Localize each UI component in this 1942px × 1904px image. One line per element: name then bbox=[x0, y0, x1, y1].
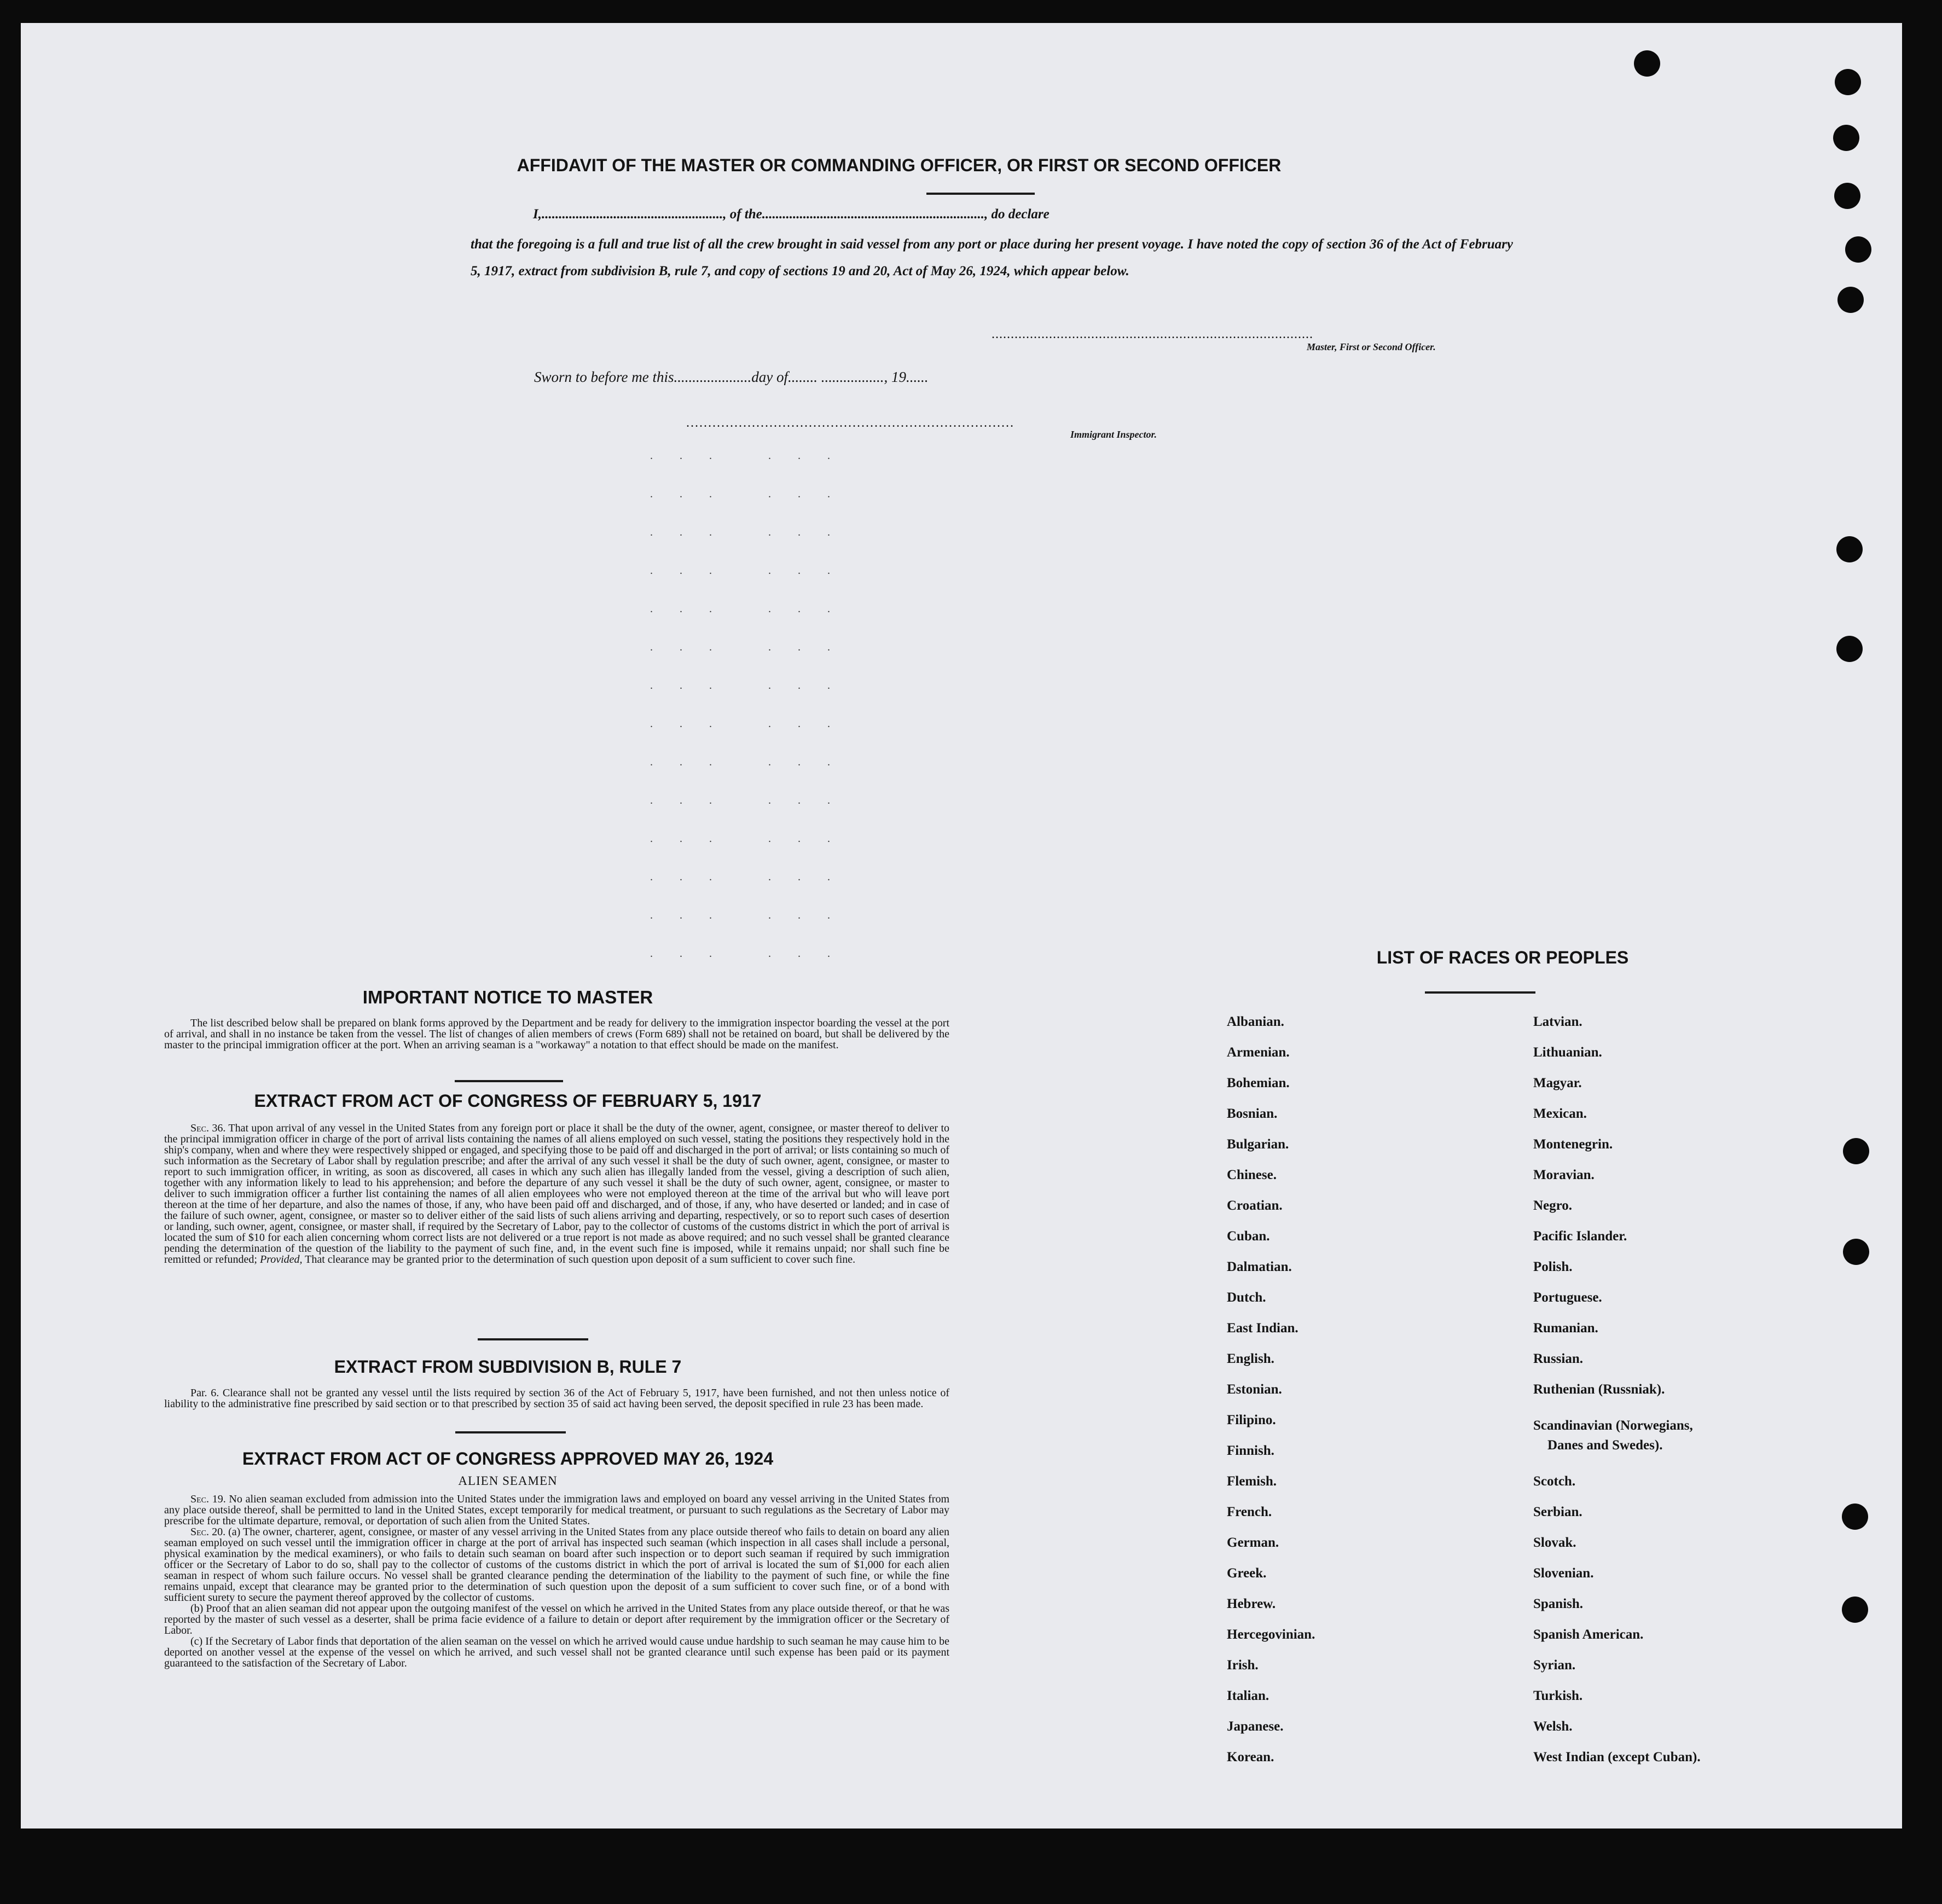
faint-column-dots: . . . . . . . . . . . . . . . . . . . . . . . . . . . . . . . . . . . . . . . . . . . . . . . . . . . . . . . . . . . . . . . . . . . . . . . . . . . . . . . . . . . . bbox=[650, 450, 842, 960]
race-item: Slovak. bbox=[1533, 1535, 1576, 1550]
race-item: Spanish American. bbox=[1533, 1627, 1644, 1642]
race-item: Estonian. bbox=[1227, 1382, 1282, 1397]
rule7-title: EXTRACT FROM SUBDIVISION B, RULE 7 bbox=[334, 1357, 682, 1377]
race-item: Bosnian. bbox=[1227, 1106, 1278, 1121]
sec-20-label: Sec. 20. bbox=[190, 1526, 226, 1538]
extract-1917-divider bbox=[478, 1338, 588, 1340]
master-signature-line: .................................................................................... bbox=[992, 327, 1313, 341]
sec-19-label: Sec. 19. bbox=[190, 1493, 226, 1505]
rule7-paragraph: Par. 6. Clearance shall not be granted any vessel until the lists required by section 36 of the Act of February 5, 1917, have been furnished, and not then unless notice of liability to the administrative fine prescribed by said section or to that prescribed by section 35 of said act having been served, the deposit specified in rule 23 has been made. bbox=[164, 1387, 949, 1410]
punch-hole bbox=[1634, 50, 1660, 77]
sec-20c-body: (c) If the Secretary of Labor finds that deportation of the alien seaman on the vessel on which he arrived would cause undue hardship to such seaman he may cause him to be deported on another vessel at the expense of the vessel on which he arrived, and such vessel shall not be granted clearance until such expense has been paid or its payment guaranteed to the satisfaction of the Secretary of Labor. bbox=[164, 1635, 949, 1669]
punch-hole bbox=[1845, 236, 1871, 263]
notice-text bbox=[164, 1018, 949, 1050]
affidavit-title: AFFIDAVIT OF THE MASTER OR COMMANDING OFFICER, OR FIRST OR SECOND OFFICER bbox=[517, 155, 1282, 175]
race-item: Ruthenian (Russniak). bbox=[1533, 1382, 1665, 1397]
race-item: Scandinavian (Norwegians, bbox=[1533, 1418, 1693, 1433]
punch-hole bbox=[1842, 1504, 1868, 1530]
race-item: Welsh. bbox=[1533, 1719, 1573, 1734]
race-item: Russian. bbox=[1533, 1351, 1584, 1366]
race-item: Lithuanian. bbox=[1533, 1045, 1602, 1060]
punch-hole bbox=[1836, 536, 1863, 562]
race-item: Bohemian. bbox=[1227, 1076, 1290, 1090]
race-item: Negro. bbox=[1533, 1198, 1573, 1213]
punch-hole bbox=[1833, 125, 1859, 151]
race-item: Turkish. bbox=[1533, 1688, 1583, 1703]
race-item: Pacific Islander. bbox=[1533, 1229, 1627, 1244]
rule7-divider bbox=[455, 1431, 566, 1433]
race-item: Mexican. bbox=[1533, 1106, 1587, 1121]
race-item: Croatian. bbox=[1227, 1198, 1283, 1213]
race-item: Polish. bbox=[1533, 1259, 1573, 1274]
punch-hole bbox=[1834, 183, 1860, 209]
affidavit-declaration-line: I,....................................................., of the................................................................., do declare bbox=[533, 207, 1050, 222]
sec-36-tail: That clearance may be granted prior to the determination of such question upon deposit of a sum sufficient to cover such fine. bbox=[305, 1253, 856, 1266]
inspector-signature-line: ........................................................................... bbox=[686, 416, 1015, 430]
race-item: Latvian. bbox=[1533, 1014, 1582, 1029]
affidavit-title-rule bbox=[926, 193, 1035, 195]
race-item: Filipino. bbox=[1227, 1413, 1276, 1427]
punch-hole bbox=[1836, 636, 1863, 662]
race-item: Magyar. bbox=[1533, 1076, 1582, 1090]
punch-hole bbox=[1843, 1239, 1869, 1265]
sec-36-label: Sec. 36. bbox=[190, 1122, 226, 1134]
punch-hole bbox=[1842, 1597, 1868, 1623]
race-item: Scotch. bbox=[1533, 1474, 1576, 1489]
race-item: Montenegrin. bbox=[1533, 1137, 1613, 1152]
inspector-caption: Immigrant Inspector. bbox=[1070, 429, 1157, 440]
extract-1917-title: EXTRACT FROM ACT OF CONGRESS OF FEBRUARY 5, 1917 bbox=[254, 1091, 762, 1111]
alien-seamen-subtitle: ALIEN SEAMEN bbox=[458, 1474, 558, 1488]
sec-19-body: No alien seaman excluded from admission into the United States under the immigration laws and employed on board any vessel arriving in the United States from any place outside thereof, shall be permitted to land in the United States, except temporarily for medical treatment, or pursuant to such regulations as the Secretary of Labor may prescribe for the ultimate departure, removal, or deportation of such alien from the United States. bbox=[164, 1493, 950, 1527]
punch-hole bbox=[1837, 287, 1864, 313]
race-item: Albanian. bbox=[1227, 1014, 1284, 1029]
race-item: East Indian. bbox=[1227, 1321, 1298, 1336]
race-item: French. bbox=[1227, 1505, 1272, 1519]
sec-20a-body: (a) The owner, charterer, agent, consignee, or master of any vessel arriving in the United States from any place outside thereof who fails to detain on board any alien seaman employed on such vessel until the immigration officer in charge at the port of arrival has inspected such seaman (which inspection in all cases shall include a personal, physical examination by the medical examiners), or who fails to detain such seaman on board after such inspection or to deport such seaman if required by such immigration officer or the Secretary of Labor to do so, shall pay to the collector of customs of the customs district in which the port of arrival is located the sum of $1,000 for each alien seaman in respect of whom such failure occurs. No vessel shall be granted clearance pending the determination of the liability to the payment of such fine, or while the fine remains unpaid, except that clearance may be granted prior to the determination of such question upon the deposit of a sum sufficient to cover such fine, or of a bond with sufficient surety to secure the payment thereof approved by the collector of customs. bbox=[164, 1526, 950, 1604]
race-item: Portuguese. bbox=[1533, 1290, 1602, 1305]
race-item: Hercegovinian. bbox=[1227, 1627, 1315, 1642]
race-item: Flemish. bbox=[1227, 1474, 1277, 1489]
race-item: West Indian (except Cuban). bbox=[1533, 1750, 1701, 1764]
affidavit-body: that the foregoing is a full and true list of all the crew brought in said vessel from any port or place during her present voyage. I have noted the copy of section 36 of the Act of February 5, 1917, extract from subdivision B, rule 7, and copy of sections 19 and 20, Act of May 26, 1924, which appear below. bbox=[471, 237, 1513, 278]
extract-1924-title: EXTRACT FROM ACT OF CONGRESS APPROVED MAY 26, 1924 bbox=[242, 1449, 774, 1468]
notice-title: IMPORTANT NOTICE TO MASTER bbox=[362, 987, 653, 1007]
race-item: German. bbox=[1227, 1535, 1279, 1550]
race-item: Irish. bbox=[1227, 1658, 1259, 1673]
extract-1917-text bbox=[164, 1123, 949, 1265]
races-title: LIST OF RACES OR PEOPLES bbox=[1376, 948, 1629, 967]
punch-hole bbox=[1835, 69, 1861, 95]
race-item: English. bbox=[1227, 1351, 1274, 1366]
race-item: Cuban. bbox=[1227, 1229, 1270, 1244]
race-item: Dutch. bbox=[1227, 1290, 1266, 1305]
race-item: Bulgarian. bbox=[1227, 1137, 1289, 1152]
race-item: Chinese. bbox=[1227, 1168, 1277, 1182]
race-item: Moravian. bbox=[1533, 1168, 1595, 1182]
notice-paragraph: The list described below shall be prepared on blank forms approved by the Department and be ready for delivery to the immigration inspector boarding the vessel at the port of arrival, and shall in no instance be taken from the vessel. The list of changes of alien members of crews (Form 689) shall not be retained on board, but shall be delivered by the master to the principal immigration officer at the port. When an arriving seaman is a "workaway" a notation to that effect should be made on the manifest. bbox=[164, 1017, 949, 1051]
sec-20b-body: (b) Proof that an alien seaman did not appear upon the outgoing manifest of the vessel on which he arrived in the United States from any place outside thereof, or that he was reported by the master of such vessel as a deserter, shall be prima facie evidence of a failure to detain or deport after requirement by the immigration officer or the Secretary of Labor. bbox=[164, 1603, 949, 1636]
race-item: Spanish. bbox=[1533, 1597, 1584, 1611]
race-item: Dalmatian. bbox=[1227, 1259, 1292, 1274]
provided-word: Provided, bbox=[259, 1253, 303, 1266]
race-item: Syrian. bbox=[1533, 1658, 1576, 1673]
rule7-text bbox=[164, 1388, 949, 1409]
race-item: Italian. bbox=[1227, 1688, 1269, 1703]
punch-hole bbox=[1843, 1138, 1869, 1164]
notice-divider bbox=[455, 1080, 563, 1082]
race-item: Rumanian. bbox=[1533, 1321, 1598, 1336]
race-item: Serbian. bbox=[1533, 1505, 1582, 1519]
race-item: Greek. bbox=[1227, 1566, 1267, 1581]
race-item: Slovenian. bbox=[1533, 1566, 1594, 1581]
race-item: Armenian. bbox=[1227, 1045, 1290, 1060]
race-item: Korean. bbox=[1227, 1750, 1274, 1764]
document-page bbox=[21, 23, 1902, 1828]
extract-1924-text bbox=[164, 1494, 949, 1669]
race-item: Hebrew. bbox=[1227, 1597, 1276, 1611]
race-item: Japanese. bbox=[1227, 1719, 1284, 1734]
sworn-line: Sworn to before me this.....................day of........ ................., 19...... bbox=[534, 369, 929, 385]
race-item: Danes and Swedes). bbox=[1547, 1438, 1663, 1453]
race-item: Finnish. bbox=[1227, 1443, 1274, 1458]
sec-36-body: That upon arrival of any vessel in the United States from any foreign port or place it shall be the duty of the owner, agent, consignee, or master thereof to deliver to the principal immigration officer in charge of the port of arrival lists containing the names of all aliens employed on such vessel, stating the positions they respectively hold in the ship's company, when and where they were respectively shipped or engaged, and specifying those to be paid off and discharged in the port of arrival; or lists containing so much of such information as the Secretary of Labor shall by regulation prescribe; and after the arrival of any such vessel it shall be the duty of such owner, agent, consignee, or master to report to such immigration officer, in writing, as soon as discovered, all cases in which any such alien has illegally landed from the vessel, giving a description of such alien, together with any information likely to lead to his apprehension; and before the departure of any such vessel it shall be the duty of such owner, agent, consignee, or master to deliver to such immigration officer a further list containing the names of all alien employees who were not employed thereon at the time of the arrival but who will leave port thereon at the time of her departure, and also the names of those, if any, who have been paid off and discharged, and of those, if any, who have deserted or landed; and in case of the failure of such owner, agent, consignee, or master so to deliver either of the said lists of such aliens arriving and departing, respectively, or so to report such cases of desertion or landing, such owner, agent, consignee, or master shall, if required by the Secretary of Labor, pay to the collector of customs of the customs district in which the port of arrival is located the sum of $10 for each alien concerning whom correct lists are not delivered or a true report is not made as above required; and no such vessel shall be granted clearance pending the determination of the question of the liability to the payment of such fine, and, in the event such fine is imposed, while it remains unpaid; nor shall such fine be remitted or refunded; bbox=[164, 1122, 949, 1266]
races-title-rule bbox=[1425, 991, 1535, 994]
master-signature-caption: Master, First or Second Officer. bbox=[1307, 341, 1436, 352]
